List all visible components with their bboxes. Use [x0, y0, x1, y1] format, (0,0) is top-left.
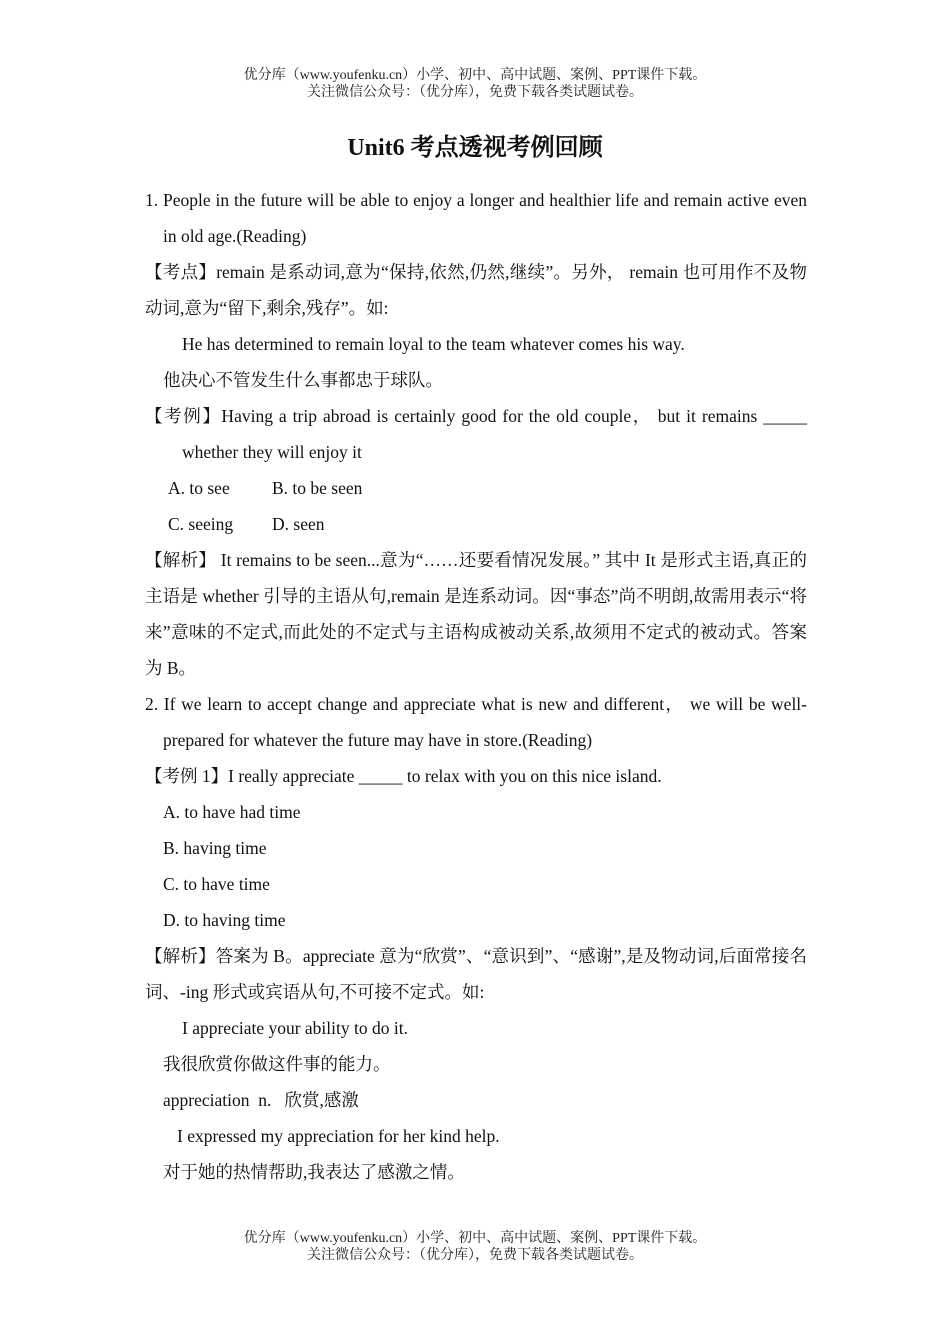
item1-option-b: B. to be seen	[272, 478, 363, 498]
item2-question: 【考例 1】I really appreciate _____ to relax with you on this nice island.	[145, 766, 662, 786]
item2-example1-cn: 我很欣赏你做这件事的能力。	[163, 1054, 391, 1074]
item2-option-b: B. having time	[163, 838, 267, 858]
item2-option-d: D. to having time	[163, 910, 286, 930]
header-line-1: 优分库（www.youfenku.cn）小学、初中、高中试题、案例、PPT课件下载。	[243, 68, 707, 83]
page-header	[0, 67, 950, 101]
item2-example2-en: I expressed my appreciation for her kind help.	[177, 1126, 500, 1146]
item1-analysis: 【解析】 It remains to be seen...意为“……还要看情况发展。” 其中 It 是形式主语,真正的主语是 whether 引导的主语从句,remain 是连系动词。因“事态”尚不明朗,故需用表示“将来”意味的不定式,而此处的不定式与主语构成被动关系,故须用不定式的被动式。答案为 B。	[145, 550, 807, 678]
item1-option-c: C. seeing	[168, 514, 234, 534]
item2-option-c: C. to have time	[163, 874, 270, 894]
document-body	[145, 182, 807, 1190]
item1-option-d: D. seen	[272, 514, 325, 534]
item2-example2-cn: 对于她的热情帮助,我表达了感激之情。	[163, 1162, 465, 1182]
item1-example-en: He has determined to remain loyal to the team whatever comes his way.	[182, 334, 685, 354]
item1-point: 【考点】remain 是系动词,意为“保持,依然,仍然,继续”。另外， remain 也可用作不及物动词,意为“留下,剩余,残存”。如:	[145, 262, 807, 318]
document-title: Unit6 考点透视考例回顾	[347, 135, 603, 161]
item2-sentence: 2. If we learn to accept change and appreciate what is new and different， we will be well-prepared for whatever the future may have in store.(Reading)	[145, 694, 807, 750]
item1-sentence: 1. People in the future will be able to enjoy a longer and healthier life and remain active even in old age.(Reading)	[145, 190, 807, 246]
footer-line-1: 优分库（www.youfenku.cn）小学、初中、高中试题、案例、PPT课件下载。	[243, 1231, 707, 1246]
item2-example1-en: I appreciate your ability to do it.	[182, 1018, 408, 1038]
item1-question: 【考例】Having a trip abroad is certainly good for the old couple， but it remains _____ whether they will enjoy it	[145, 406, 807, 462]
header-line-2: 关注微信公众号：（优分库），免费下载各类试题试卷。	[307, 85, 643, 100]
footer-line-2: 关注微信公众号：（优分库），免费下载各类试题试卷。	[307, 1248, 643, 1263]
page-footer	[0, 1230, 950, 1264]
item1-options-row-1	[145, 470, 807, 506]
item1-example-cn: 他决心不管发生什么事都忠于球队。	[163, 370, 443, 390]
item2-option-a: A. to have had time	[163, 802, 301, 822]
item2-analysis: 【解析】答案为 B。appreciate 意为“欣赏”、“意识到”、“感谢”,是及物动词,后面常接名词、-ing 形式或宾语从句,不可接不定式。如:	[145, 946, 807, 1002]
item1-options-row-2	[145, 506, 807, 542]
item1-option-a: A. to see	[168, 478, 230, 498]
item2-word-entry: appreciation n. 欣赏,感激	[163, 1090, 359, 1110]
